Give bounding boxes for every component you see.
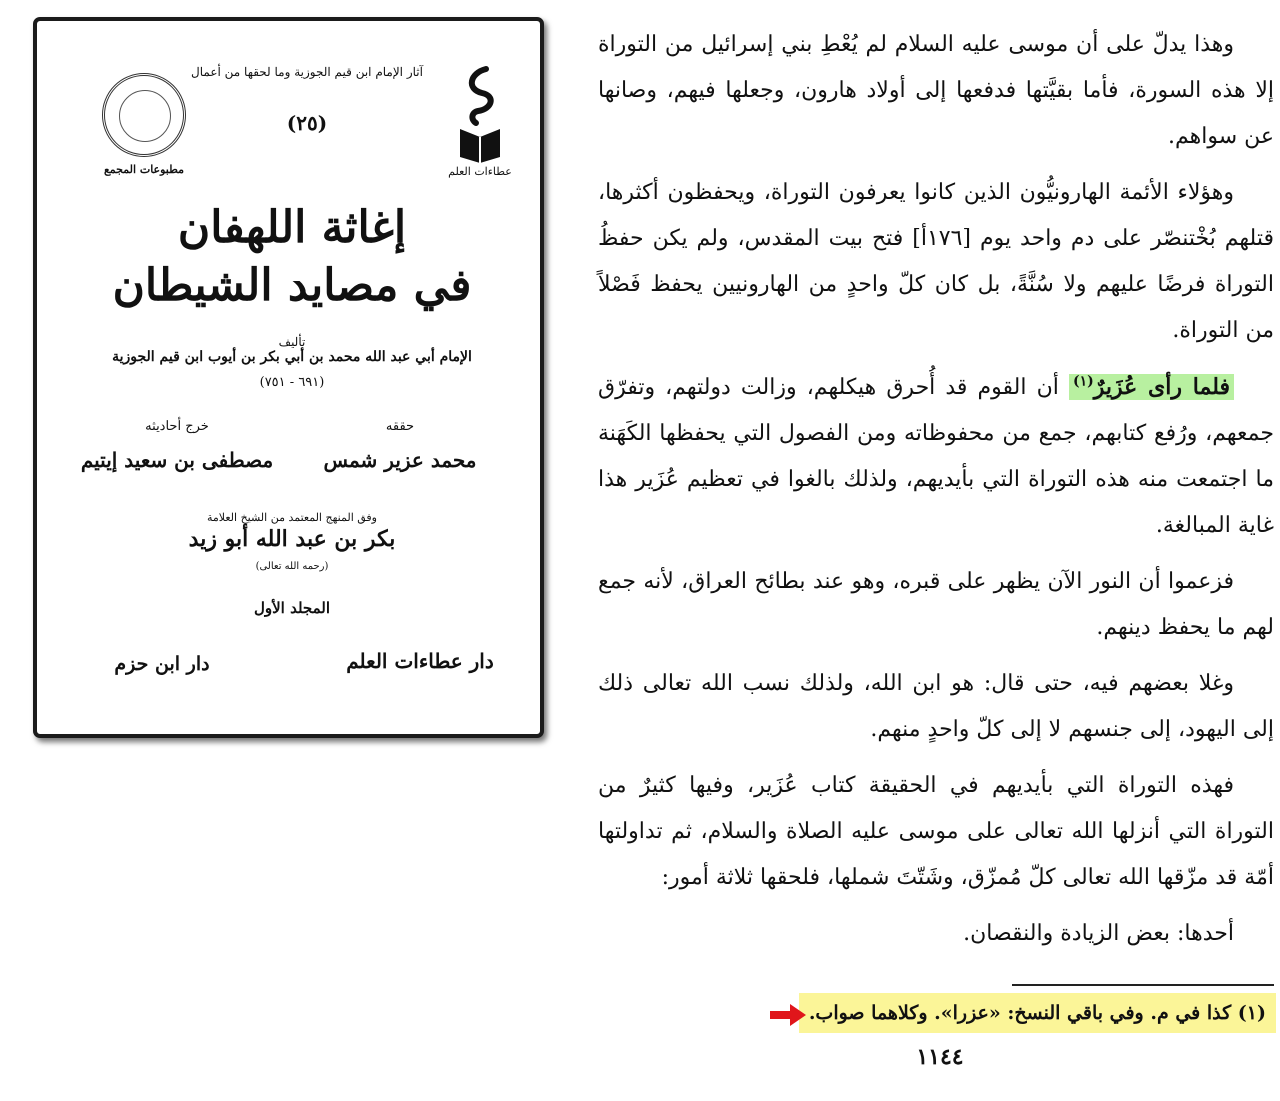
paragraph-4: فزعموا أن النور الآن يظهر على قبره، وهو عند بطائح العراق، لأنه جمع لهم ما يحفظ دينهم. xyxy=(598,569,1274,640)
cover-supervision: وفق المنهج المعتمد من الشيخ العلامة xyxy=(207,511,377,524)
hadith-name: مصطفى بن سعيد إيتيم xyxy=(80,448,274,472)
cover-dates: (٦٩١ - ٧٥١) xyxy=(259,375,325,390)
cover-series: آثار الإمام ابن قيم الجوزية وما لحقها من أعمال xyxy=(191,65,423,79)
paragraph-2: وهؤلاء الأئمة الهارونيُّون الذين كانوا يعرفون التوراة، ويحفظون أكثرها، قتلهم بُخْتنصّر على دم واحد يوم [١٧٦أ] فتح بيت المقدس، ولم يكن حفظُ التوراة فرضًا عليهم ولا سُنَّةً، بل كان كلّ واحدٍ من الهارونيين يحفظ فَصْلاً من التوراة. xyxy=(598,180,1274,343)
cover-author-lead: تأليف xyxy=(278,335,306,349)
seal-label: مطبوعات المجمع xyxy=(103,163,185,176)
academy-seal xyxy=(99,73,189,183)
book-page xyxy=(598,22,1274,967)
editor-name: محمد عزير شمس xyxy=(323,448,477,472)
editor-role: حققه xyxy=(385,419,415,434)
book-logo-icon xyxy=(442,63,518,163)
cover-author: الإمام أبي عبد الله محمد بن أبي بكر بن أيوب ابن قيم الجوزية xyxy=(112,349,472,365)
cover-editor xyxy=(300,419,500,472)
book-cover xyxy=(33,17,544,738)
cover-supervisor: بكر بن عبد الله أبو زيد xyxy=(188,526,396,552)
footnote: (١) كذا في م. وفي باقي النسخ: «عزرا». وكلاهما صواب. xyxy=(799,993,1276,1033)
cover-series-number: (٢٥) xyxy=(286,111,328,135)
page-number: ١١٤٤ xyxy=(916,1044,964,1070)
footnote-reference: (١) xyxy=(1072,373,1094,390)
paragraph-1: وهذا يدلّ على أن موسى عليه السلام لم يُعْطِ بني إسرائيل من التوراة إلا هذه السورة، فأما بقيَّتها فدفعها إلى أولاد هارون، وجعلها فيهم، وصانها عن سواهم. xyxy=(598,32,1274,149)
cover-hadith-verifier xyxy=(77,419,277,472)
cover-publisher-left: دار ابن حزم xyxy=(114,653,210,675)
cover-publisher-right: دار عطاءات العلم xyxy=(346,649,494,673)
paragraph-5: وغلا بعضهم فيه، حتى قال: هو ابن الله، ولذلك نسب الله تعالى ذلك إلى اليهود، إلى جنسهم لا إلى كلّ واحدٍ منهم. xyxy=(598,671,1274,742)
paragraph-3 xyxy=(598,364,1274,549)
highlighted-phrase xyxy=(1069,374,1234,400)
arrow-right-icon xyxy=(770,1004,806,1026)
seal-icon xyxy=(102,73,186,157)
publisher-logo-label: عطاءات العلم xyxy=(448,165,512,178)
cover-title xyxy=(97,199,487,315)
publisher-logo xyxy=(442,63,518,188)
cover-supervisor-note: (رحمه الله تعالى) xyxy=(255,561,329,572)
cover-volume: المجلد الأول xyxy=(253,599,331,617)
paragraph-3-rest: أن القوم قد أُحرق هيكلهم، وزالت دولتهم، وتفرّق جمعهم، ورُفع كتابهم، جمع من محفوظاته ومن الفصول التي يحفظها الكَهَنة ما اجتمعت منه هذه التوراة التي بأيديهم، ولذلك بالغوا في تعظيم عُزَير هذا غاية المبالغة. xyxy=(598,375,1274,538)
paragraph-6: فهذه التوراة التي بأيديهم في الحقيقة كتاب عُزَير، وفيها كثيرٌ من التوراة التي أنزلها الله تعالى على موسى عليه الصلاة والسلام، ثم تداولتها أمّة قد مزّقها الله تعالى كلّ مُمزّق، وشَتّتَ شملها، فلحقها ثلاثة أمور: xyxy=(598,773,1274,890)
hadith-role: خرج أحاديثه xyxy=(145,419,209,434)
cover-title-line1: إغاثة اللهفان xyxy=(177,202,407,253)
highlight-text: فلما رأى عُزَيرٌ xyxy=(1093,374,1230,400)
footnote-divider xyxy=(1012,984,1274,986)
paragraph-7: أحدها: بعض الزيادة والنقصان. xyxy=(963,921,1234,946)
cover-title-line2: في مصايد الشيطان xyxy=(112,260,472,311)
